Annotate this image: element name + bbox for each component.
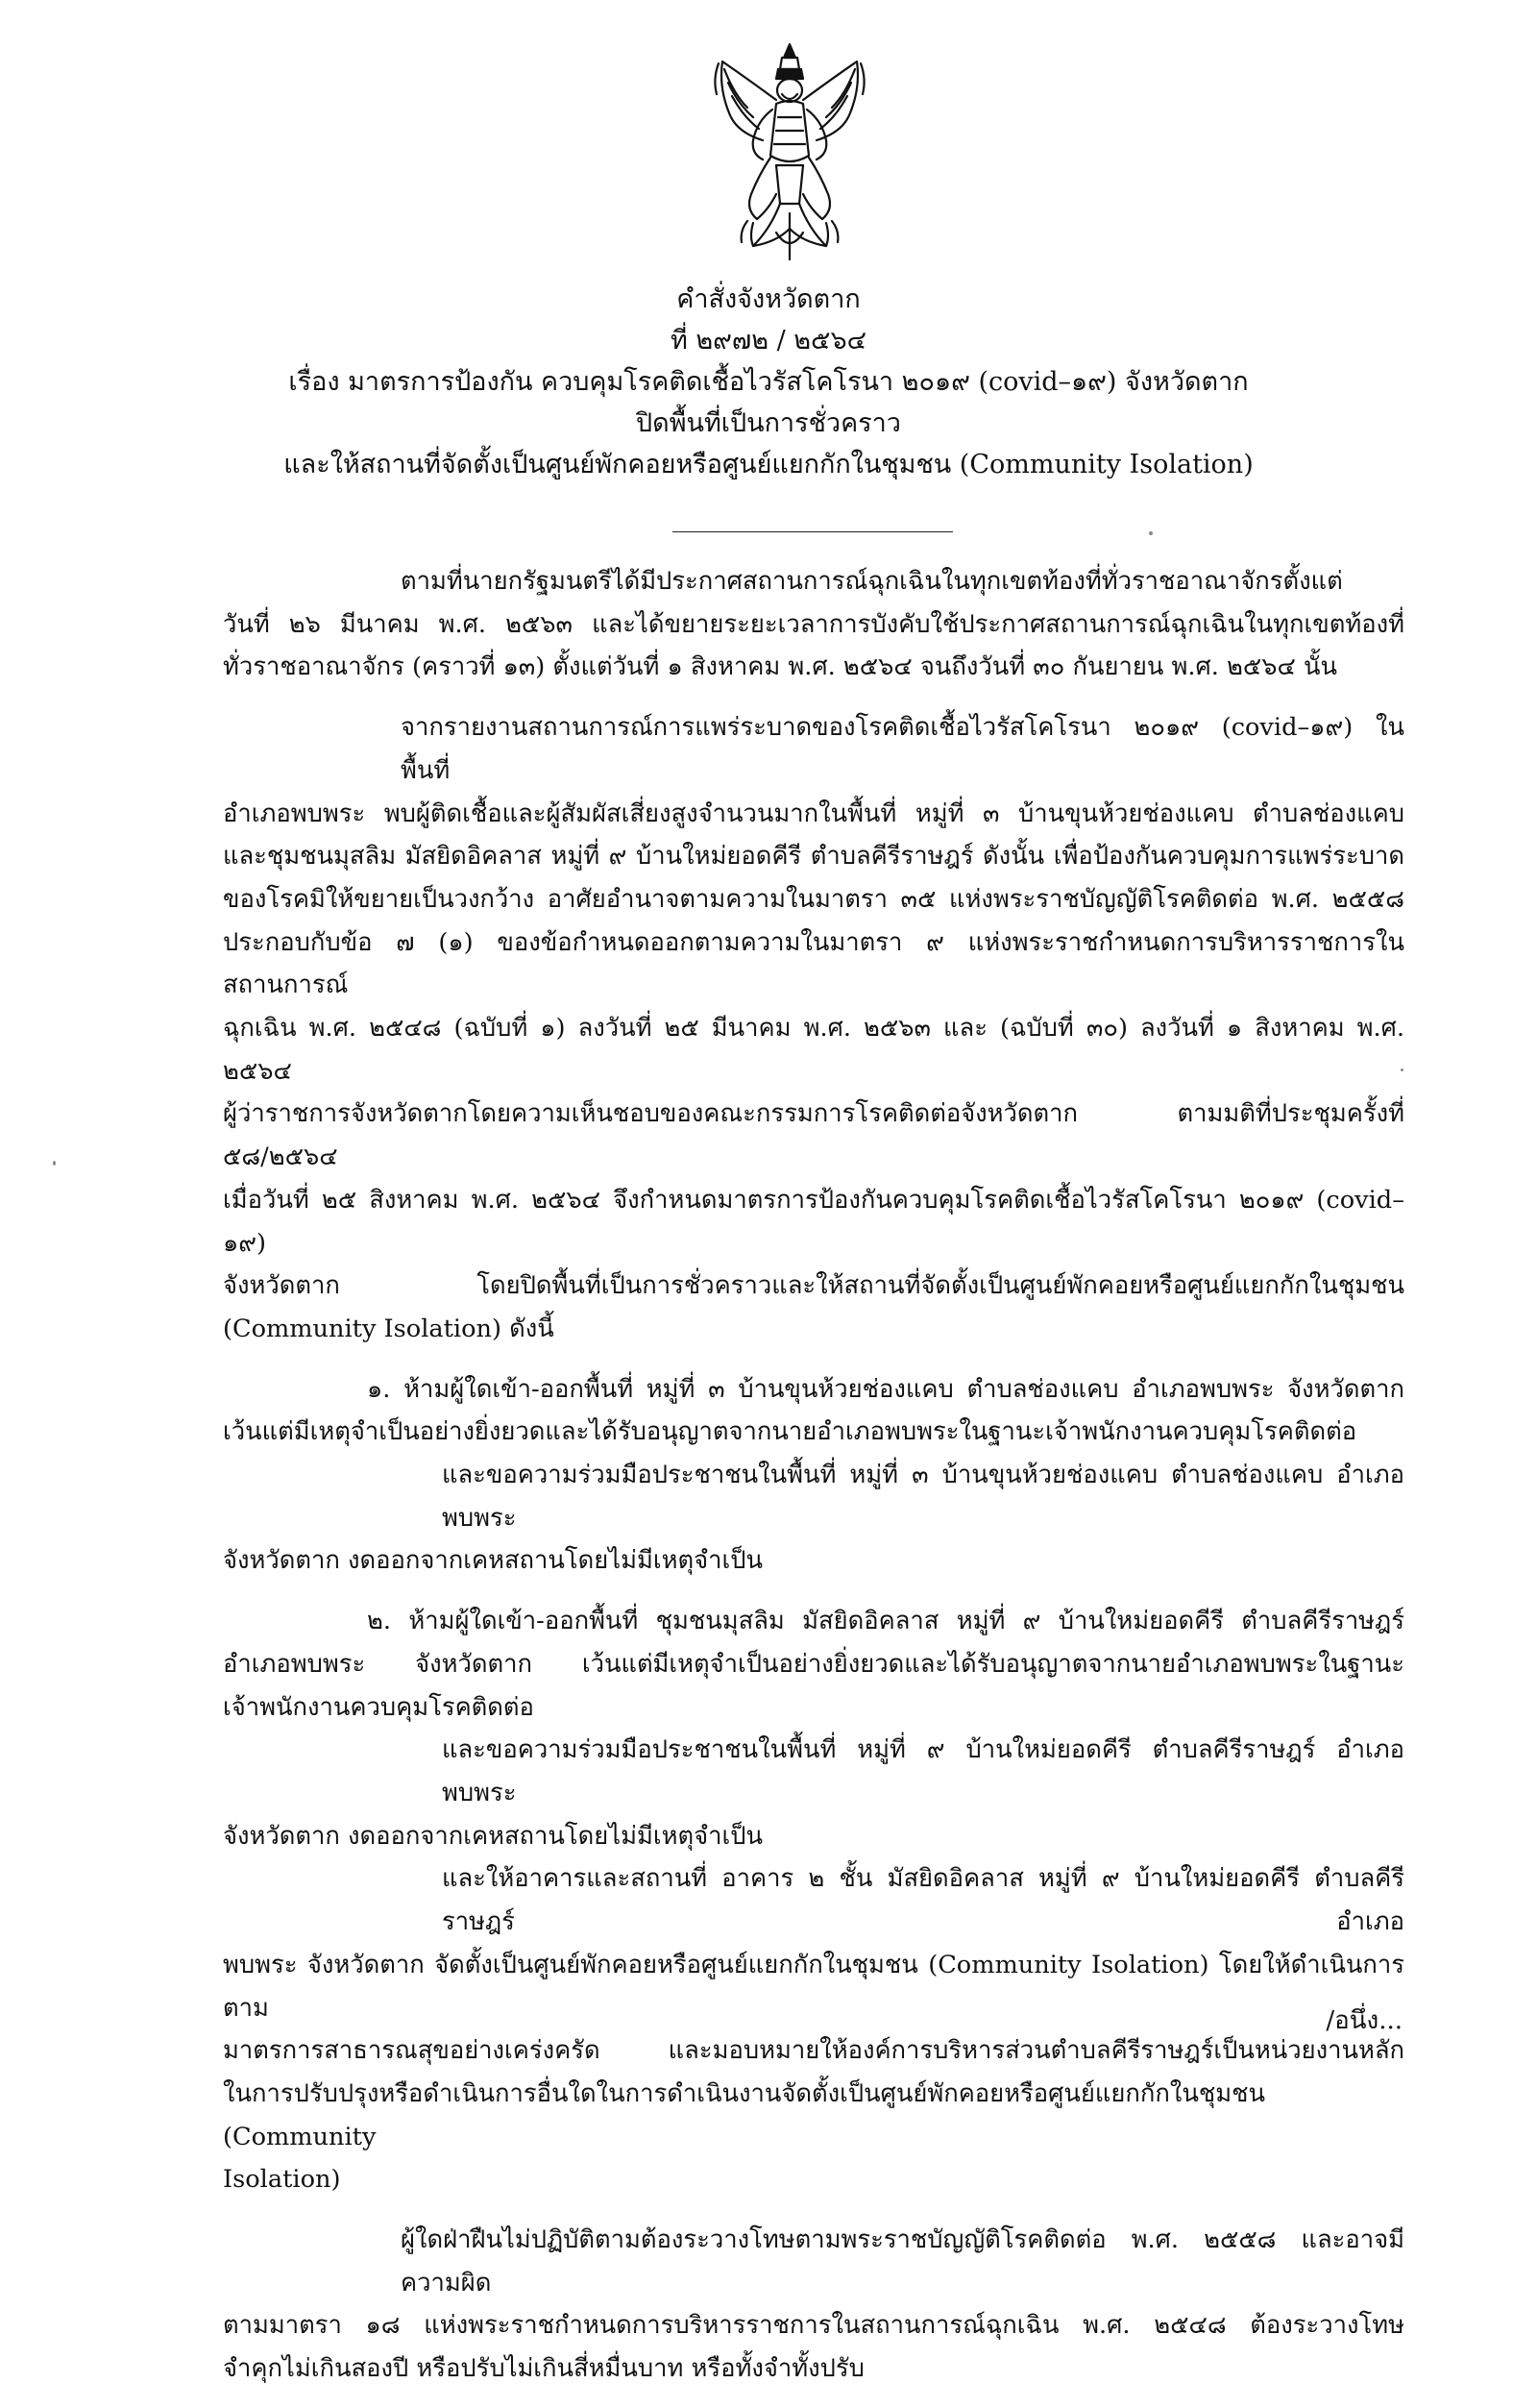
subject-line: เรื่อง มาตรการป้องกัน ควบคุมโรคติดเชื้อไวรัสโคโรนา ๒๐๑๙ (covid–๑๙) จังหวัดตาก [288, 367, 1249, 397]
paragraph-preamble [223, 560, 1404, 689]
text-line: มาตรการสาธารณสุขอย่างเคร่งครัด และมอบหมายให้องค์การบริหารส่วนตำบลคีรีราษฎร์เป็นหน่วยงานหลัก [223, 2036, 1404, 2066]
garuda-emblem-icon [709, 40, 870, 265]
document-header [192, 279, 1345, 485]
order-title: คำสั่งจังหวัดตาก [676, 284, 861, 314]
text-line: ของโรคมิให้ขยายเป็นวงกว้าง อาศัยอำนาจตามความในมาตรา ๓๕ แห่งพระราชบัญญัติโรคติดต่อ พ.ศ. ๒๕๕๘ [223, 884, 1404, 914]
text-line: และให้อาคารและสถานที่ อาคาร ๒ ชั้น มัสยิดอิคลาส หมู่ที่ ๙ บ้านใหม่ยอดคีรี ตำบลคีรีราษฎร์ อำเภอ [442, 1864, 1404, 1937]
order-number: ที่ ๒๙๗๒ / ๒๕๖๔ [670, 326, 867, 356]
scan-speck [1149, 531, 1153, 535]
text-line: ตามที่นายกรัฐมนตรีได้มีประกาศสถานการณ์ฉุกเฉินในทุกเขตท้องที่ทั่วราชอาณาจักรตั้งแต่ [401, 567, 1343, 596]
text-line: และขอความร่วมมือประชาชนในพื้นที่ หมู่ที่ ๓ บ้านขุนห้วยช่องแคบ ตำบลช่องแคบ อำเภอพบพระ [442, 1461, 1404, 1533]
text-line: จากรายงานสถานการณ์การแพร่ระบาดของโรคติดเชื้อไวรัสโคโรนา ๒๐๑๙ (covid–๑๙) ในพื้นที่ [401, 713, 1404, 785]
paragraph-item-2 [223, 1600, 1404, 1729]
text-line: ผู้ว่าราชการจังหวัดตากโดยความเห็นชอบของคณะกรรมการโรคติดต่อจังหวัดตาก ตามมติที่ประชุมครั้งที่ ๕๘/๒๕๖๔ [223, 1099, 1404, 1172]
text-line: ทั่วราชอาณาจักร (คราวที่ ๑๓) ตั้งแต่วันที่ ๑ สิงหาคม พ.ศ. ๒๕๖๔ จนถึงวันที่ ๓๐ กันยายน พ.ศ. ๒๕๖๔ นั้น [223, 652, 1338, 682]
paragraph-item-1-request [223, 1454, 1404, 1583]
text-line: อำเภอพบพระ จังหวัดตาก เว้นแต่มีเหตุจำเป็นอย่างยิ่งยวดและได้รับอนุญาตจากนายอำเภอพบพระในฐานะ [223, 1649, 1404, 1679]
text-line: ๒. ห้ามผู้ใดเข้า-ออกพื้นที่ ชุมชนมุสลิม มัสยิดอิคลาส หมู่ที่ ๙ บ้านใหม่ยอดคีรี ตำบลคีรีราษฎร์ [367, 1607, 1404, 1636]
text-line: อำเภอพบพระ พบผู้ติดเชื้อและผู้สัมผัสเสี่ยงสูงจำนวนมากในพื้นที่ หมู่ที่ ๓ บ้านขุนห้วยช่องแคบ ตำบลช่องแคบ [223, 799, 1404, 828]
text-line: ฉุกเฉิน พ.ศ. ๒๕๔๘ (ฉบับที่ ๑) ลงวันที่ ๒๕ มีนาคม พ.ศ. ๒๕๖๓ และ (ฉบับที่ ๓๐) ลงวันที่ ๑ สิงหาคม พ.ศ. ๒๕๖๔ [223, 1014, 1404, 1086]
header-divider [672, 531, 953, 532]
text-line: ในการปรับปรุงหรือดำเนินการอื่นใดในการดำเนินงานจัดตั้งเป็นศูนย์พักคอยหรือศูนย์แยกกักในชุมชน (Community [223, 2078, 1265, 2151]
text-line: จังหวัดตาก โดยปิดพื้นที่เป็นการชั่วคราวและให้สถานที่จัดตั้งเป็นศูนย์พักคอยหรือศูนย์แยกกักในชุมชน [223, 1271, 1404, 1301]
text-line: Isolation) [223, 2165, 341, 2195]
text-line: เมื่อวันที่ ๒๕ สิงหาคม พ.ศ. ๒๕๖๔ จึงกำหนดมาตรการป้องกันควบคุมโรคติดเชื้อไวรัสโคโรนา ๒๐๑๙ (covid–๑๙) [223, 1185, 1404, 1258]
text-line: ประกอบกับข้อ ๗ (๑) ของข้อกำหนดออกตามความในมาตรา ๙ แห่งพระราชกำหนดการบริหารราชการในสถานการณ์ [223, 927, 1404, 1000]
subject-line: และให้สถานที่จัดตั้งเป็นศูนย์พักคอยหรือศูนย์แยกกักในชุมชน (Community Isolation) [283, 450, 1254, 479]
text-line: และชุมชนมุสลิม มัสยิดอิคลาส หมู่ที่ ๙ บ้านใหม่ยอดคีรี ตำบลคีรีราษฎร์ ดังนั้น เพื่อป้องกันควบคุมการแพร่ระบาด [223, 842, 1404, 872]
paragraph-item-1 [223, 1368, 1404, 1454]
text-line: และขอความร่วมมือประชาชนในพื้นที่ หมู่ที่ ๙ บ้านใหม่ยอดคีรี ตำบลคีรีราษฎร์ อำเภอพบพระ [442, 1735, 1404, 1807]
text-line: จำคุกไม่เกินสองปี หรือปรับไม่เกินสี่หมื่นบาท หรือทั้งจำทั้งปรับ [223, 2354, 865, 2384]
subject-line: ปิดพื้นที่เป็นการชั่วคราว [636, 408, 901, 438]
text-line: เว้นแต่มีเหตุจำเป็นอย่างยิ่งยวดและได้รับอนุญาตจากนายอำเภอพบพระในฐานะเจ้าพนักงานควบคุมโรคติดต่อ [223, 1417, 1357, 1447]
text-line: พบพระ จังหวัดตาก จัดตั้งเป็นศูนย์พักคอยหรือศูนย์แยกกักในชุมชน (Community Isolation) โดยให้ดำเนินการตาม [223, 1950, 1404, 2023]
text-line: ผู้ใดฝ่าฝืนไม่ปฏิบัติตามต้องระวางโทษตามพระราชบัญญัติโรคติดต่อ พ.ศ. ๒๕๕๘ และอาจมีความผิด [401, 2225, 1404, 2297]
text-line: ๑. ห้ามผู้ใดเข้า-ออกพื้นที่ หมู่ที่ ๓ บ้านขุนห้วยช่องแคบ ตำบลช่องแคบ อำเภอพบพระ จังหวัดตาก [367, 1374, 1404, 1404]
paragraph-penalty [223, 2219, 1404, 2391]
text-line: (Community Isolation) ดังนี้ [223, 1314, 554, 1343]
text-line: เจ้าพนักงานควบคุมโรคติดต่อ [223, 1692, 534, 1722]
paragraph-situation [223, 706, 1404, 1351]
text-line: วันที่ ๒๖ มีนาคม พ.ศ. ๒๕๖๓ และได้ขยายระยะเวลาการบังคับใช้ประกาศสถานการณ์ฉุกเฉินในทุกเขตท้องที่ [223, 609, 1404, 639]
text-line: ตามมาตรา ๑๘ แห่งพระราชกำหนดการบริหารราชการในสถานการณ์ฉุกเฉิน พ.ศ. ๒๕๔๘ ต้องระวางโทษ [223, 2311, 1404, 2341]
text-line: จังหวัดตาก งดออกจากเคหสถานโดยไม่มีเหตุจำเป็น [223, 1821, 764, 1851]
scan-speck [53, 1161, 56, 1166]
document-body [223, 560, 1404, 2408]
text-line: จังหวัดตาก งดออกจากเคหสถานโดยไม่มีเหตุจำเป็น [223, 1546, 764, 1576]
scan-speck [1401, 1069, 1403, 1071]
continuation-marker: /อนึ่ง... [1326, 2006, 1403, 2035]
paragraph-item-2-request [223, 1729, 1404, 1857]
